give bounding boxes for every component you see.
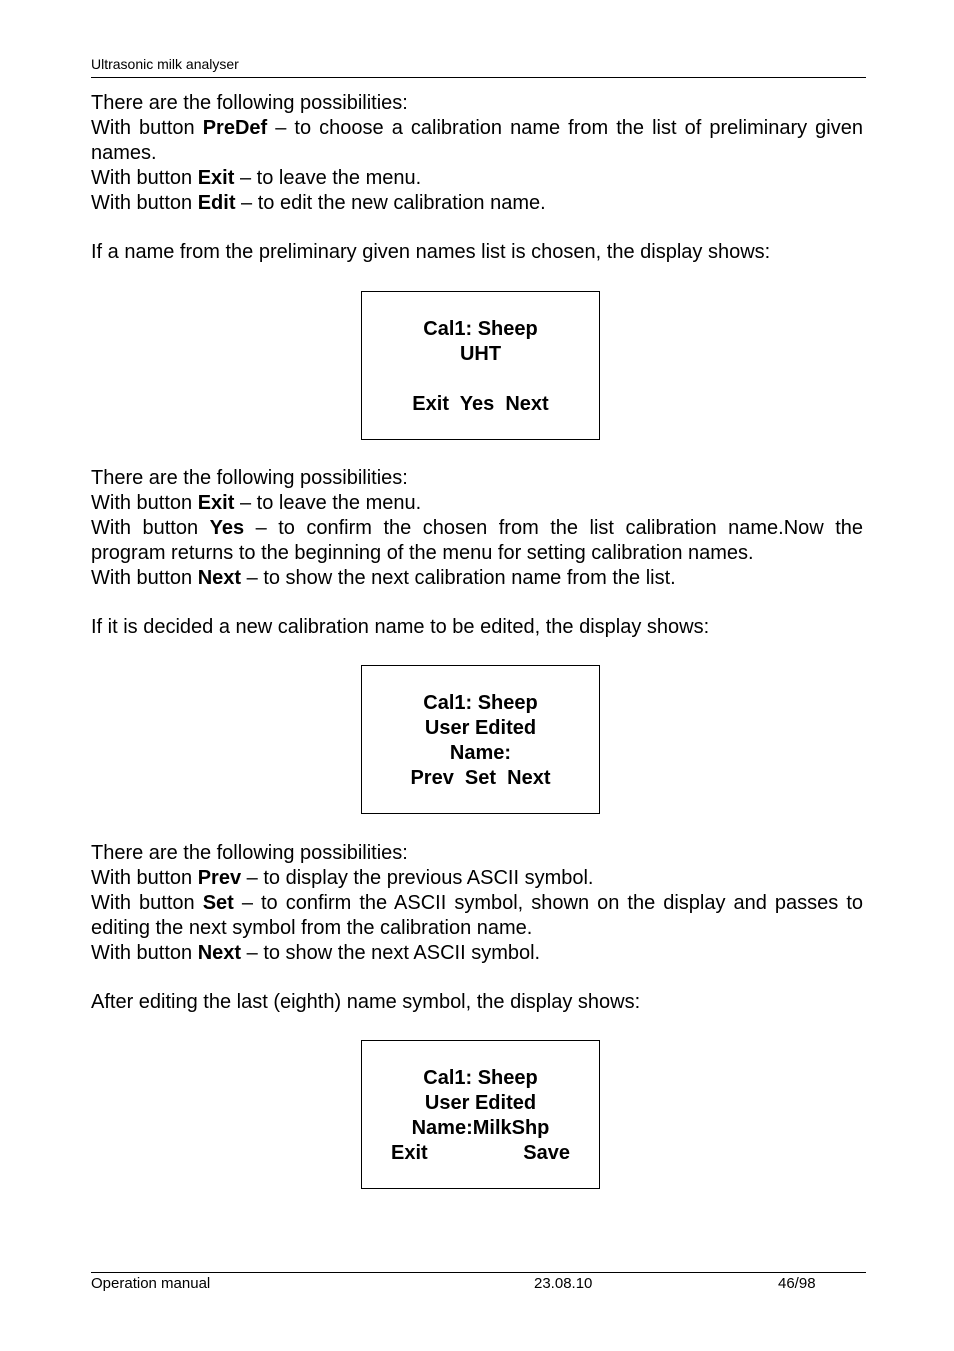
display-line: Name:: [449, 742, 512, 764]
section-1: [91, 91, 863, 265]
display-line: Prev Set Next: [410, 767, 551, 789]
section-1-intro: There are the following possibilities:: [91, 92, 408, 114]
option-exit: With button Exit – to leave the menu.: [91, 166, 422, 189]
page-header: [91, 56, 866, 78]
option-edit: With button Edit – to edit the new calibration name.: [91, 191, 546, 214]
footer-doc-title: Operation manual: [91, 1275, 211, 1292]
option-next: With button Next – to show the next calibration name from the list.: [91, 566, 676, 589]
display-final: [361, 1040, 600, 1189]
option-prev: With button Prev – to display the previous ASCII symbol.: [91, 866, 594, 889]
option-predef: With button PreDef – to choose a calibration name from the list of preliminary given names.: [91, 116, 863, 164]
section-3-outro: After editing the last (eighth) name symbol, the display shows:: [91, 991, 641, 1014]
display-line: UHT: [459, 343, 502, 365]
option-exit: With button Exit – to leave the menu.: [91, 491, 422, 514]
display-line: Name:MilkShp: [411, 1117, 550, 1139]
display-predefined: [361, 291, 600, 440]
display-line: [362, 367, 599, 392]
softkey-exit: Exit: [391, 1142, 428, 1164]
footer-page-number: 46/98: [778, 1275, 816, 1292]
display-line: Cal1: Sheep: [423, 692, 538, 714]
section-3-intro: There are the following possibilities:: [91, 842, 408, 864]
display-line: Cal1: Sheep: [423, 1067, 538, 1089]
softkey-save: Save: [523, 1142, 570, 1164]
footer-date: 23.08.10: [534, 1275, 593, 1292]
option-set: With button Set – to confirm the ASCII symbol, shown on the display and passes to editing the next symbol from the calibration name.: [91, 891, 864, 939]
section-1-outro: If a name from the preliminary given names list is chosen, the display shows:: [91, 241, 771, 264]
page-footer: [91, 1272, 866, 1292]
section-2: [91, 466, 863, 640]
section-2-outro: If it is decided a new calibration name to be edited, the display shows:: [91, 616, 710, 639]
section-3: [91, 841, 863, 1015]
display-line: Cal1: Sheep: [423, 318, 538, 340]
display-user-edited: [361, 665, 600, 814]
display-line: Exit Yes Next: [412, 393, 549, 415]
display-line: User Edited: [424, 1092, 537, 1114]
option-yes: With button Yes – to confirm the chosen from the list calibration name.Now the program returns to the beginning of the menu for setting calibration names.: [91, 516, 864, 564]
section-2-intro: There are the following possibilities:: [91, 467, 408, 489]
display-softkeys: [362, 1141, 599, 1166]
header-title: Ultrasonic milk analyser: [91, 56, 239, 72]
option-next: With button Next – to show the next ASCII symbol.: [91, 941, 541, 964]
display-line: User Edited: [424, 717, 537, 739]
